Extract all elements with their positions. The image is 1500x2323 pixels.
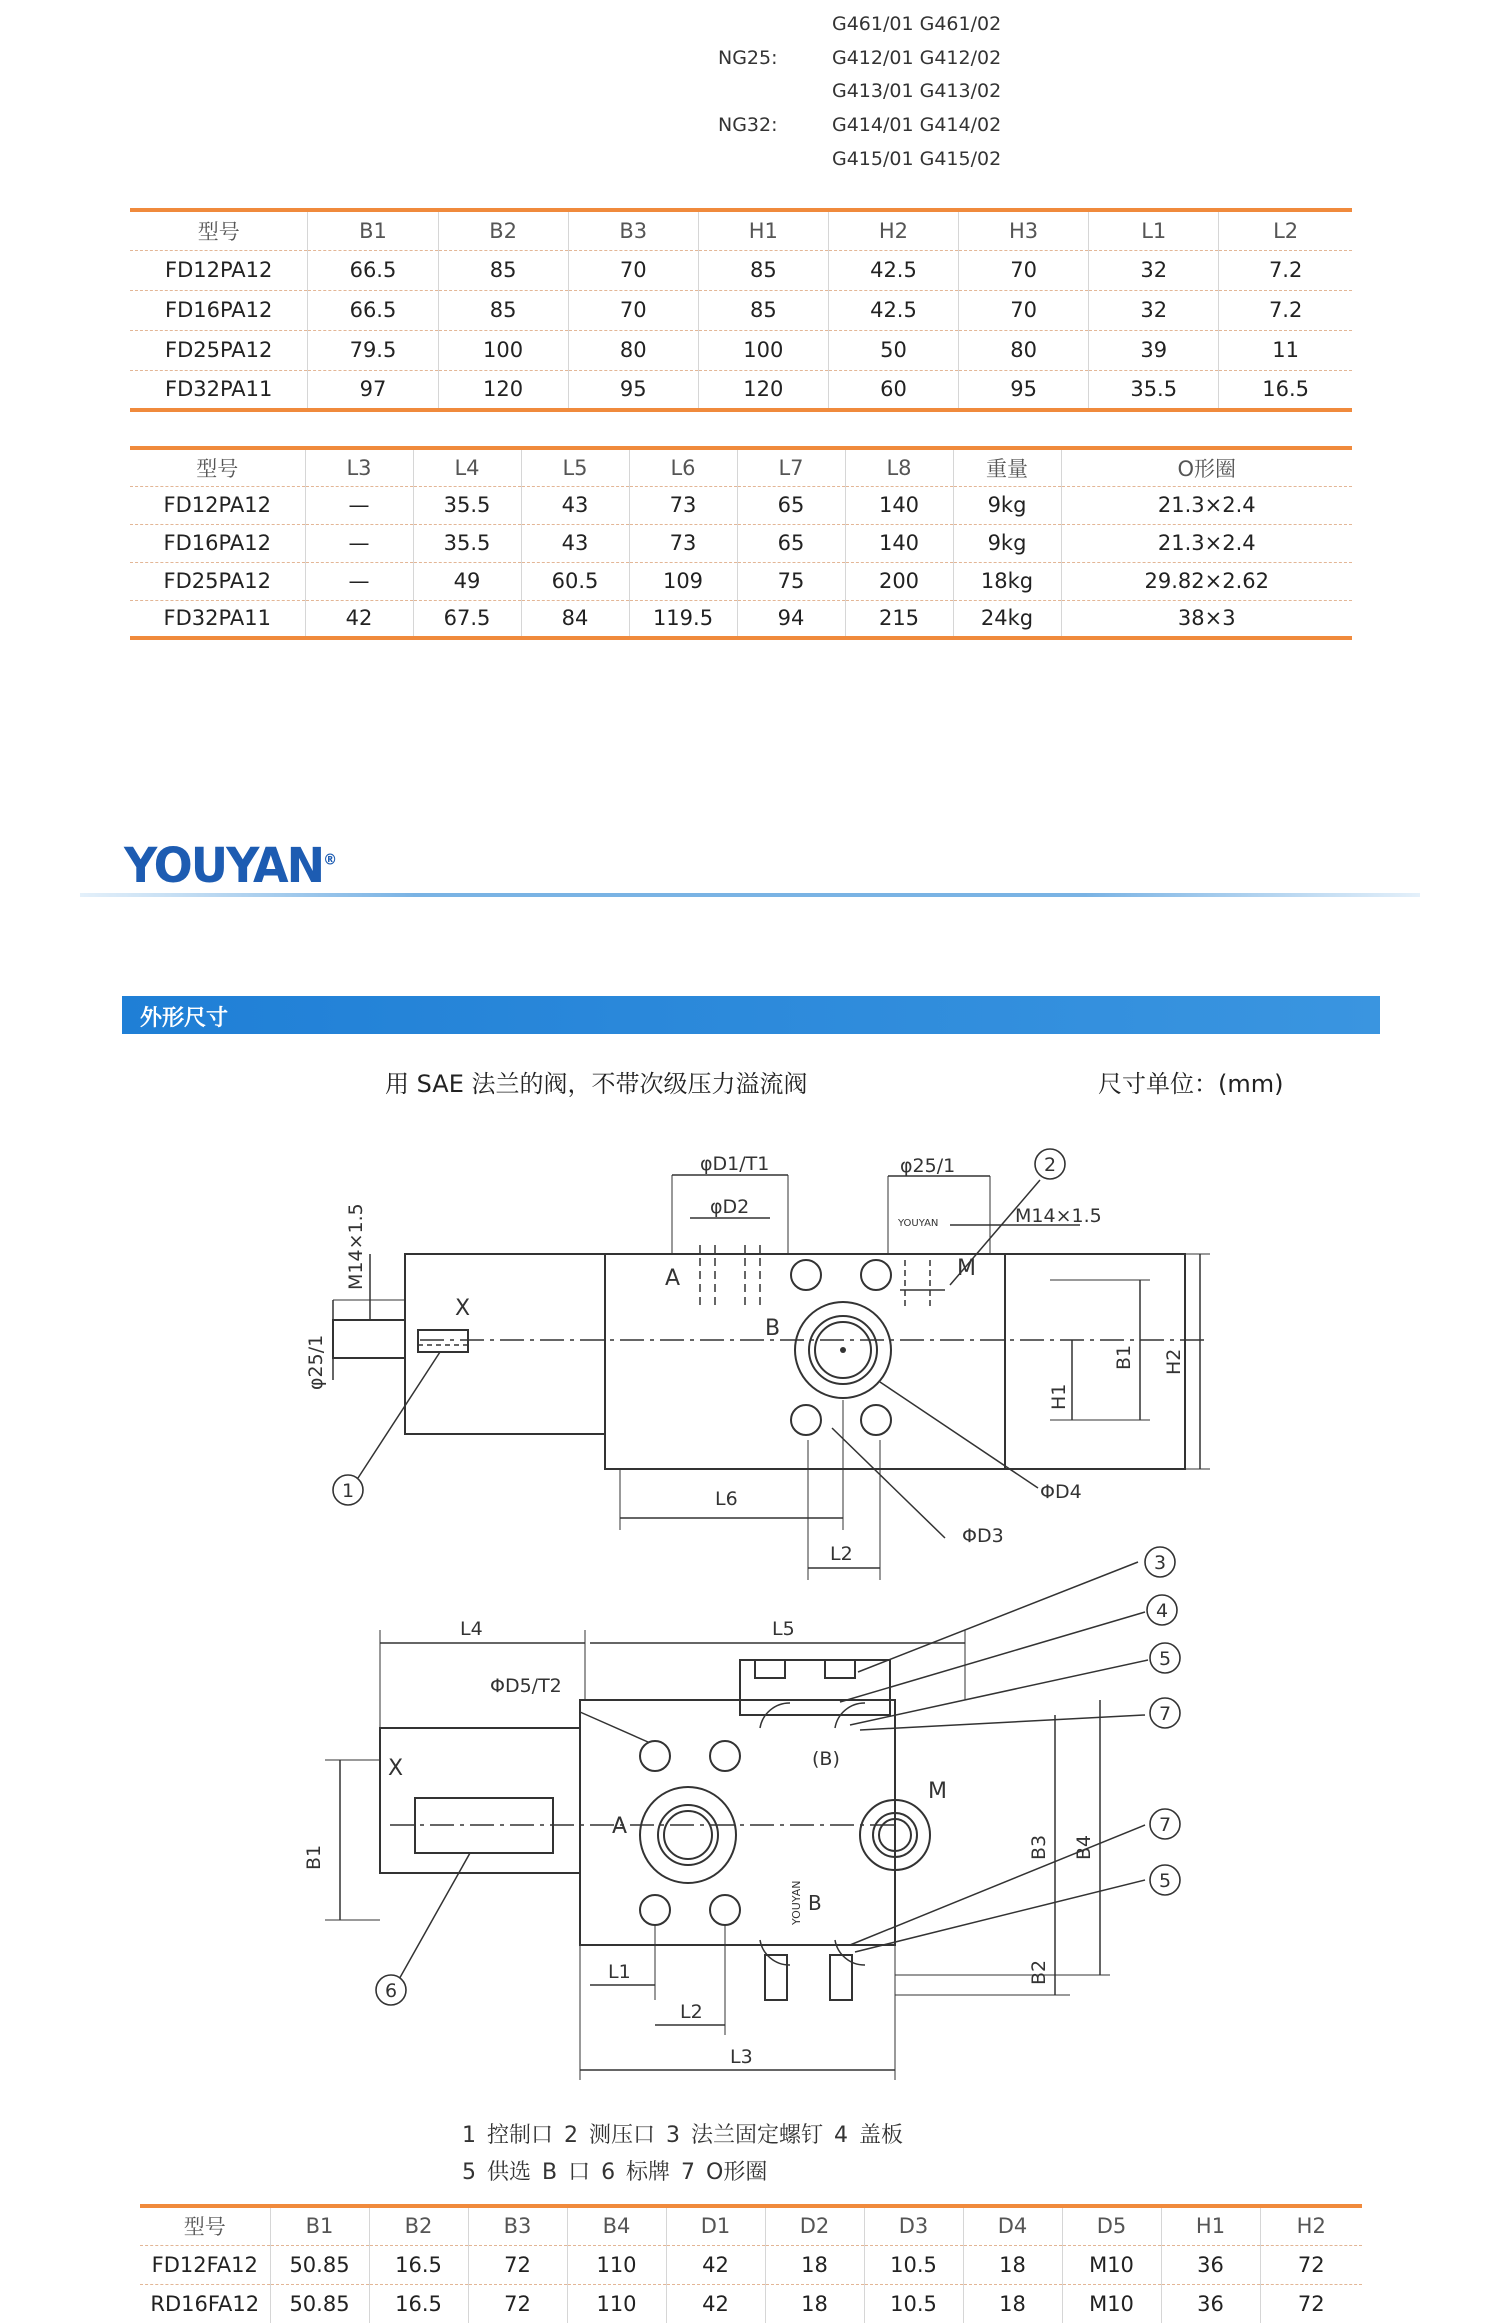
table-cell: 35.5: [413, 524, 521, 562]
table-cell: 119.5: [629, 600, 737, 638]
table-cell: 9kg: [953, 524, 1061, 562]
table-cell: M10: [1062, 2245, 1161, 2284]
table-cell: 110: [567, 2284, 666, 2323]
col-header: L3: [305, 448, 413, 486]
table-cell: 100: [438, 330, 568, 370]
table-cell: 10.5: [864, 2245, 963, 2284]
table-cell: 70: [568, 250, 698, 290]
label-l4: L4: [460, 1618, 483, 1640]
table-cell: 73: [629, 486, 737, 524]
part-value: G461/01 G461/02: [832, 13, 1002, 35]
table-cell: 42: [305, 600, 413, 638]
table-cell: 110: [567, 2245, 666, 2284]
callout-number: 7: [1158, 1703, 1172, 1725]
part-line-4: G414/01 G414/02: [832, 114, 1002, 136]
lower-main-body: [580, 1700, 895, 1945]
table-cell: 95: [959, 370, 1089, 410]
col-header: B3: [468, 2206, 567, 2245]
col-header: B3: [568, 210, 698, 250]
col-header: B2: [369, 2206, 468, 2245]
table-cell: 21.3×2.4: [1061, 486, 1352, 524]
label-b-lower: B: [808, 1891, 822, 1915]
table-cell: 11: [1219, 330, 1352, 370]
label-x: X: [455, 1296, 471, 1321]
table-cell: FD12PA12: [130, 486, 305, 524]
callout-number: 5: [1158, 1648, 1172, 1670]
table-cell: 42: [666, 2284, 765, 2323]
table-cell: 140: [845, 486, 953, 524]
table-cell: 73: [629, 524, 737, 562]
table-cell: 75: [737, 562, 845, 600]
callout-number: 2: [1043, 1154, 1057, 1176]
table-cell: 49: [413, 562, 521, 600]
table-cell: —: [305, 524, 413, 562]
table-cell: 43: [521, 524, 629, 562]
table-cell: 50.85: [270, 2284, 369, 2323]
lower-side-block: [380, 1728, 580, 1873]
table-cell: 66.5: [308, 250, 438, 290]
table-cell: FD25PA12: [130, 330, 308, 370]
table-cell: FD16PA12: [130, 290, 308, 330]
table-cell: 65: [737, 486, 845, 524]
table-cell: 16.5: [369, 2284, 468, 2323]
callout-number: 4: [1155, 1600, 1169, 1622]
label-l2-lower: L2: [680, 2001, 703, 2023]
label-b2: B2: [1028, 1959, 1050, 1985]
part-line-2: G412/01 G412/02: [832, 47, 1002, 69]
table-cell: 18: [963, 2284, 1062, 2323]
table-cell: 35.5: [413, 486, 521, 524]
col-header: B1: [270, 2206, 369, 2245]
table-cell: 29.82×2.62: [1061, 562, 1352, 600]
col-header: O形圈: [1061, 448, 1352, 486]
label-b1-upper: B1: [1113, 1344, 1135, 1370]
col-header: L7: [737, 448, 845, 486]
label-d3: ΦD3: [962, 1525, 1004, 1547]
table-cell: 39: [1089, 330, 1219, 370]
col-header: B4: [567, 2206, 666, 2245]
table-cell: FD12PA12: [130, 250, 308, 290]
table-cell: RD16FA12: [140, 2284, 270, 2323]
col-header: L4: [413, 448, 521, 486]
table-cell: 36: [1161, 2284, 1260, 2323]
col-header: B1: [308, 210, 438, 250]
table-cell: 60: [828, 370, 958, 410]
table-cell: 32: [1089, 290, 1219, 330]
main-body-outline: [605, 1254, 1185, 1469]
table-cell: 24kg: [953, 600, 1061, 638]
col-header: L2: [1219, 210, 1352, 250]
table-cell: 85: [698, 250, 828, 290]
table-header-row: [140, 2206, 1362, 2245]
table-cell: 215: [845, 600, 953, 638]
label-b-paren: (B): [812, 1748, 840, 1770]
label-m14-vertical: M14×1.5: [345, 1203, 367, 1290]
table-cell: FD25PA12: [130, 562, 305, 600]
table-cell: 36: [1161, 2245, 1260, 2284]
table-cell: 94: [737, 600, 845, 638]
table-cell: M10: [1062, 2284, 1161, 2323]
table-cell: 50: [828, 330, 958, 370]
legend-line-2: 5 供选 B 口 6 标牌 7 O形圈: [462, 2160, 768, 2185]
label-l1: L1: [608, 1961, 631, 1983]
table-cell: 120: [438, 370, 568, 410]
col-header: D3: [864, 2206, 963, 2245]
callout-number: 3: [1153, 1552, 1167, 1574]
label-l2: L2: [830, 1543, 853, 1565]
label-p251-vertical: φ25/1: [305, 1334, 327, 1390]
col-header: L1: [1089, 210, 1219, 250]
part-line-5: G415/01 G415/02: [832, 148, 1002, 170]
part-label-ng32: NG32:: [718, 114, 778, 136]
col-header: B2: [438, 210, 568, 250]
label-l6: L6: [715, 1488, 738, 1510]
table-cell: 109: [629, 562, 737, 600]
label-l3: L3: [730, 2046, 753, 2068]
table-cell: 72: [1260, 2284, 1362, 2323]
table-cell: FD16PA12: [130, 524, 305, 562]
col-header: L6: [629, 448, 737, 486]
label-d1t1: φD1/T1: [700, 1153, 770, 1175]
table-cell: 70: [959, 290, 1089, 330]
dimension-table-3: [140, 2204, 1362, 2323]
table-cell: 16.5: [369, 2245, 468, 2284]
table-row: [140, 2245, 1362, 2284]
table-cell: 67.5: [413, 600, 521, 638]
table-cell: 21.3×2.4: [1061, 524, 1352, 562]
col-header: H2: [828, 210, 958, 250]
label-a: A: [665, 1266, 681, 1291]
table-cell: 7.2: [1219, 250, 1352, 290]
col-header: H1: [1161, 2206, 1260, 2245]
col-header: H2: [1260, 2206, 1362, 2245]
label-d4: ΦD4: [1040, 1481, 1082, 1503]
label-m-lower: M: [928, 1779, 947, 1804]
side-block-outline: [405, 1254, 605, 1434]
col-header: L8: [845, 448, 953, 486]
col-header: 型号: [196, 456, 239, 481]
table-cell: 18: [765, 2284, 864, 2323]
table-cell: 18kg: [953, 562, 1061, 600]
table-cell: —: [305, 562, 413, 600]
table-cell: 42.5: [828, 250, 958, 290]
col-header: D5: [1062, 2206, 1161, 2245]
table-cell: 18: [765, 2245, 864, 2284]
logo-reg-mark: ®: [323, 852, 338, 869]
label-l5: L5: [772, 1618, 795, 1640]
center-mark: [840, 1347, 846, 1353]
plate-text: YOUYAN: [898, 1218, 939, 1229]
label-x-lower: X: [388, 1756, 404, 1781]
label-d2: φD2: [710, 1196, 750, 1218]
col-header: H3: [959, 210, 1089, 250]
part-label-ng25: NG25:: [718, 47, 778, 69]
callout-number: 1: [341, 1480, 355, 1502]
table-cell: 38×3: [1061, 600, 1352, 638]
col-header: D4: [963, 2206, 1062, 2245]
label-a-lower: A: [612, 1814, 628, 1839]
table-cell: FD32PA11: [130, 600, 305, 638]
label-b3: B3: [1028, 1834, 1050, 1860]
table-cell: 42.5: [828, 290, 958, 330]
table-cell: 65: [737, 524, 845, 562]
table-cell: 60.5: [521, 562, 629, 600]
table-cell: 10.5: [864, 2284, 963, 2323]
table-cell: 200: [845, 562, 953, 600]
table-cell: 84: [521, 600, 629, 638]
label-b: B: [765, 1316, 781, 1341]
table-cell: 18: [963, 2245, 1062, 2284]
table-cell: 120: [698, 370, 828, 410]
table-cell: 85: [698, 290, 828, 330]
col-header: D1: [666, 2206, 765, 2245]
table-cell: 70: [959, 250, 1089, 290]
label-m14: M14×1.5: [1015, 1205, 1102, 1227]
callout-number: 7: [1158, 1814, 1172, 1836]
drawing-subtitle: 用 SAE 法兰的阀，不带次级压力溢流阀: [385, 1070, 808, 1098]
table-cell: 80: [568, 330, 698, 370]
table-cell: —: [305, 486, 413, 524]
callout-number: 5: [1158, 1870, 1172, 1892]
section-title: 外形尺寸: [140, 1006, 229, 1031]
label-h2: H2: [1163, 1348, 1185, 1375]
logo-text: YOUYAN: [124, 836, 324, 894]
label-b1-lower: B1: [303, 1844, 325, 1870]
table-cell: FD32PA11: [130, 370, 308, 410]
table-cell: 9kg: [953, 486, 1061, 524]
label-m: M: [957, 1256, 976, 1281]
table-cell: 35.5: [1089, 370, 1219, 410]
part-line-3: G413/01 G413/02: [832, 80, 1002, 102]
legend-line-1: 1 控制口 2 测压口 3 法兰固定螺钉 4 盖板: [462, 2123, 903, 2148]
table-cell: 42: [666, 2245, 765, 2284]
table-cell: 43: [521, 486, 629, 524]
callout-number: 6: [384, 1980, 398, 2002]
table-cell: 97: [308, 370, 438, 410]
unit-note: 尺寸单位：(mm): [1098, 1070, 1284, 1098]
table-cell: 72: [468, 2245, 567, 2284]
col-header: 型号: [183, 2215, 226, 2240]
table-cell: 7.2: [1219, 290, 1352, 330]
table-cell: 16.5: [1219, 370, 1352, 410]
table-cell: 95: [568, 370, 698, 410]
table-cell: 80: [959, 330, 1089, 370]
table-row: [140, 2284, 1362, 2323]
table-cell: 70: [568, 290, 698, 330]
label-d5t2: ΦD5/T2: [490, 1675, 562, 1697]
col-header: 重量: [953, 448, 1061, 486]
table-cell: 140: [845, 524, 953, 562]
table-cell: 72: [1260, 2245, 1362, 2284]
plate-text-lower: YOUYAN: [790, 1880, 803, 1925]
col-header: 型号: [197, 219, 240, 244]
table-cell: 85: [438, 250, 568, 290]
col-header: D2: [765, 2206, 864, 2245]
table-cell: 66.5: [308, 290, 438, 330]
table-cell: FD12FA12: [140, 2245, 270, 2284]
table-cell: 85: [438, 290, 568, 330]
table-cell: 32: [1089, 250, 1219, 290]
table-cell: 79.5: [308, 330, 438, 370]
col-header: H1: [698, 210, 828, 250]
label-h1: H1: [1048, 1383, 1070, 1410]
table-cell: 50.85: [270, 2245, 369, 2284]
label-b4: B4: [1073, 1834, 1095, 1860]
table-cell: 100: [698, 330, 828, 370]
table-cell: 72: [468, 2284, 567, 2323]
label-p251: φ25/1: [900, 1155, 956, 1177]
col-header: L5: [521, 448, 629, 486]
